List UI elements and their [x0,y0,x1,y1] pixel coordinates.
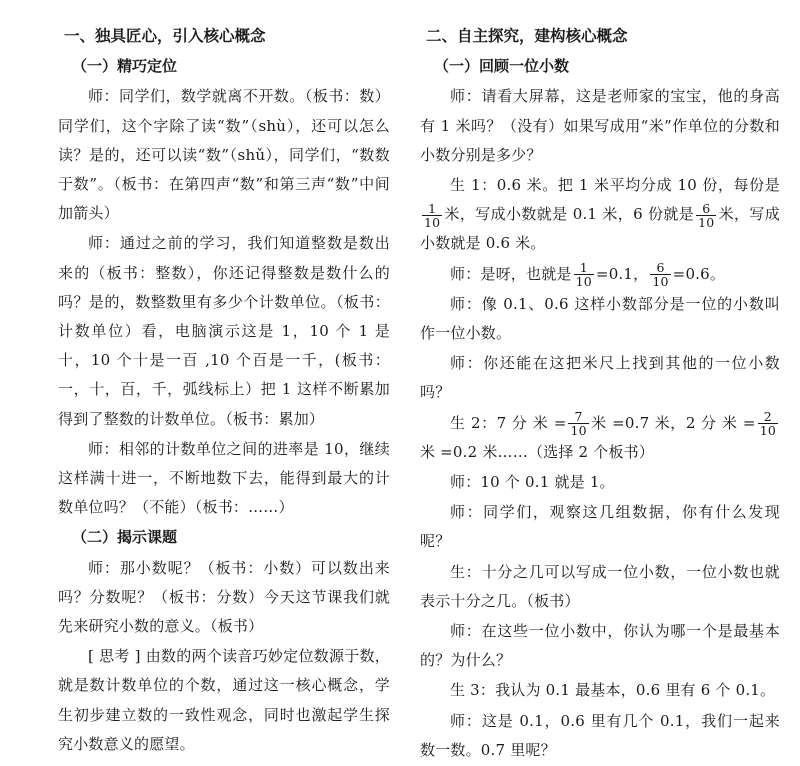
paragraph-with-fractions [420,260,780,289]
paragraph: 生 3：我认为 0.1 最基本，0.6 里有 6 个 0.1。 [450,681,776,700]
numerator: 6 [702,200,711,216]
subsection-heading: （一）精巧定位 [72,57,178,76]
fraction [574,261,594,288]
reflection-paragraph: [ 思考 ] 由数的两个读音巧妙定位数源于数，就是数计数单位的个数，通过这一核心概念，学生初步建立数的一致性观念，同时也激起学生探究小数意义的愿望。 [58,647,390,753]
numerator: 6 [656,260,665,276]
denominator: 10 [698,214,715,230]
paragraph-with-fractions [420,171,780,259]
numerator: 1 [579,260,588,276]
text-run: 师：是呀，也就是 [450,264,572,283]
text-run: 米，写成小数就是 0.6 米。 [420,205,780,253]
denominator: 10 [570,423,587,439]
subsection-heading: （一）回顾一位小数 [434,57,570,76]
fraction [568,410,588,437]
paragraph: 师：10 个 0.1 就是 1。 [450,473,615,492]
paragraph: 师：你还能在这把米尺上找到其他的一位小数吗？ [420,354,780,402]
text-run: =0.6。 [672,264,726,283]
section-heading: 二、自主探究，建构核心概念 [426,27,628,45]
numerator: 1 [428,200,437,216]
subsection-heading: （二）揭示课题 [72,528,178,547]
denominator: 10 [759,423,776,439]
denominator: 10 [652,274,669,290]
text-run: 米 =0.7 米，2 分 米 = [590,413,756,432]
paragraph: 师：同学们，观察这几组数据，你有什么发现呢？ [420,503,780,551]
paragraph: 师：在这些一位小数中，你认为哪一个是最基本的？为什么？ [420,622,780,670]
paragraph: 生：十分之几可以写成一位小数，一位小数也就表示十分之几。（板书） [420,562,780,610]
fraction [650,261,670,288]
left-column [58,22,390,760]
denominator: 10 [575,274,592,290]
paragraph: 师：相邻的计数单位之间的进率是 10，继续这样满十进一，不断地数下去，能得到最大的计数单位吗？（不能）（板书：……） [58,439,390,517]
text-run: 生 2：7 分 米 = [450,413,567,432]
paragraph: 师：同学们，数学就离不开数。（板书：数）同学们，这个字除了读“数”（shù），还可以怎么读？是的，还可以读“数”（shǔ），同学们，“数数于数”。（板书：在第四声“数”和第三声“数”中间加箭头） [58,87,390,223]
fraction [422,202,442,229]
right-column [420,22,780,766]
section-heading: 一、独具匠心，引入核心概念 [64,27,266,45]
fraction [696,202,716,229]
paragraph-with-fractions [420,409,780,467]
paragraph: 师：像 0.1、0.6 这样小数部分是一位的小数叫作一位小数。 [420,294,780,343]
denominator: 10 [424,214,441,230]
numerator: 2 [763,409,772,425]
fraction [758,410,778,437]
paragraph: 师：请看大屏幕，这是老师家的宝宝，他的身高有 1 米吗？（没有）如果写成用“米”作单位的分数和小数分别是多少？ [420,87,780,164]
numerator: 7 [574,409,583,425]
paragraph: 师：这是 0.1，0.6 里有几个 0.1，我们一起来数一数。0.7 里呢？ [420,711,780,759]
paragraph: 师：那小数呢？（板书：小数）可以数出来吗？分数呢？（板书：分数）今天这节课我们就先来研究小数的意义。（板书） [58,558,390,636]
text-run: 生 1：0.6 米。把 1 米平均分成 10 份，每份是 [450,176,780,195]
text-run: =0.1， [595,264,649,283]
text-run: 米 =0.2 米……（选择 2 个板书） [420,442,655,461]
text-run: 米，写成小数就是 0.1 米，6 份就是 [444,205,695,224]
paragraph: 师：通过之前的学习，我们知道整数是数出来的（板书：整数），你还记得整数是数什么的吗？是的，数整数里有多少个计数单位。（板书：计数单位）看，电脑演示这是 1，10 个 1 是十，10 个十是一百 ,10 个百是一千，(板书：一，十，百，千，弧线标上）把 1 这样不断累加得到了整数的计数单位。（板书：累加） [58,234,390,428]
